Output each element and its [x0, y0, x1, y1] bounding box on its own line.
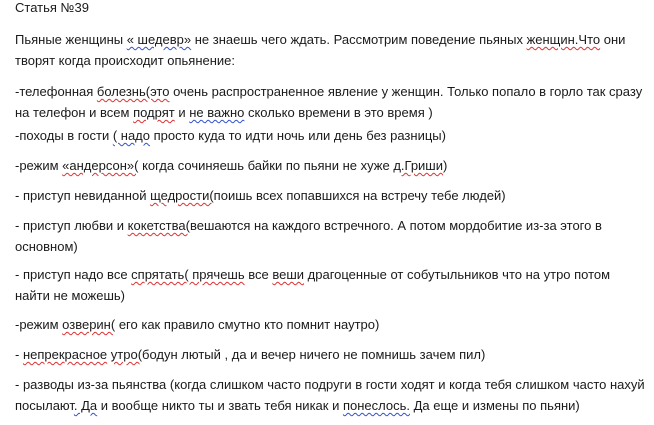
spelling-marked-text: непрекрасное	[22, 347, 108, 362]
text-run: -походы в гости	[15, 128, 113, 143]
grammar-marked-text: « шедевр»	[126, 32, 192, 47]
text-run: все	[244, 267, 273, 282]
text-run: Да еще и измены по пьяни)	[409, 398, 580, 413]
spelling-marked-text: «андерсон»(	[62, 158, 139, 173]
paragraph-intro	[15, 29, 645, 71]
text-run: и вообще никто ты и звать тебя никак и	[97, 398, 343, 413]
spelling-marked-text: озверин(	[62, 317, 116, 332]
spelling-marked-text: д.Гриши	[393, 158, 444, 173]
text-run: -режим	[15, 158, 63, 173]
paragraph-divorce	[15, 374, 645, 416]
spelling-marked-text: подрят	[133, 105, 175, 120]
spelling-marked-text: болезнь(это	[96, 84, 170, 99]
grammar-marked-text: не важно	[189, 105, 245, 120]
text-run: драгоценные от собутыльников что на утро потом найти не можешь)	[15, 267, 611, 303]
spelling-marked-text: щедрости(	[150, 188, 214, 203]
text-run: просто куда то идти ночь или день без разницы)	[150, 128, 446, 143]
grammar-marked-text: . Да	[73, 398, 98, 413]
paragraph-visiting	[15, 125, 645, 146]
paragraph-morning	[15, 344, 645, 365]
paragraph-andersen-mode	[15, 155, 645, 176]
text-run: -	[15, 347, 23, 362]
text-run: )	[443, 158, 448, 173]
grammar-marked-text: ( надо	[112, 128, 150, 143]
text-run: бодун лютый , да и вечер ничего не помнишь зачем пил)	[142, 347, 486, 362]
spelling-marked-text: утро(	[110, 347, 143, 362]
spelling-marked-text: женщин.Что	[526, 32, 601, 47]
document-title: Статья №39	[15, 0, 89, 15]
text-run: поишь всех попавшихся на встречу тебе людей)	[213, 188, 506, 203]
paragraph-hiding	[15, 264, 645, 306]
text-run: вешаются на каждого встречного. А потом мордобитие из-за этого в основном)	[15, 218, 602, 254]
text-run: - приступ любви и	[15, 218, 128, 233]
text-run: очень распространенное явление у женщин. Только попало в горло так сразу на телефон и всем	[15, 84, 643, 120]
paragraph-phone-disease	[15, 81, 645, 123]
text-run: когда сочиняешь байки по пьяни не хуже	[138, 158, 394, 173]
paragraph-love	[15, 215, 645, 257]
text-run: они творят когда происходит опьянение:	[15, 32, 626, 68]
text-run: Пьяные женщины	[15, 32, 127, 47]
text-run: -режим	[15, 317, 63, 332]
paragraph-generosity	[15, 185, 645, 206]
text-run: - приступ надо все	[15, 267, 132, 282]
spelling-marked-text: спрятать( прячешь	[131, 267, 245, 282]
text-run: - разводы из-за пьянства (когда слишком часто подруги в гости ходят и когда тебя слишком часто нахуй посылают	[15, 377, 645, 413]
text-run: - приступ невиданной	[15, 188, 151, 203]
spelling-marked-text: веши	[272, 267, 305, 282]
grammar-marked-text: понеслось.	[342, 398, 410, 413]
spelling-marked-text: кокетства(	[127, 218, 190, 233]
paragraph-beast-mode	[15, 314, 645, 335]
text-run: не знаешь чего ждать. Рассмотрим поведение пьяных	[191, 32, 527, 47]
text-run: сколько времени в это время )	[244, 105, 433, 120]
text-run: -телефонная	[15, 84, 97, 99]
text-run: его как правило смутно кто помнит наутро)	[115, 317, 380, 332]
text-run: и	[174, 105, 190, 120]
